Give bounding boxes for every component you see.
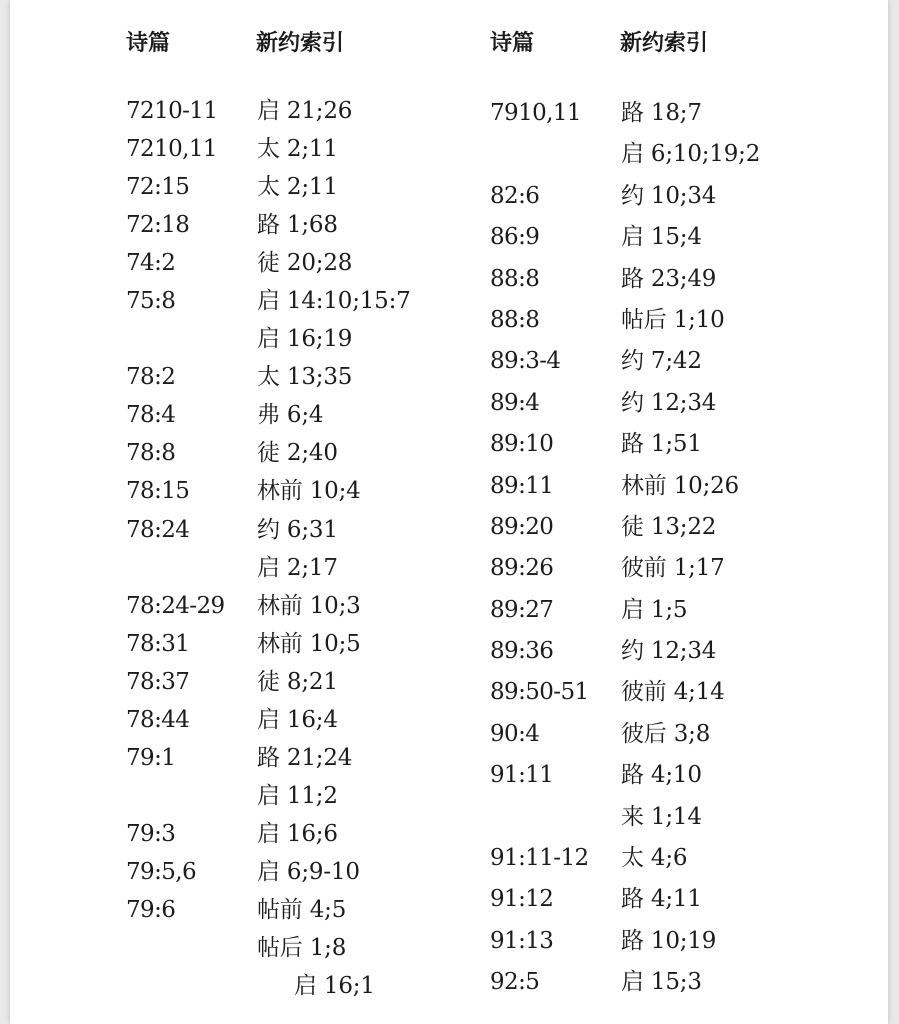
- nt-reference: 太 13;35: [257, 364, 353, 391]
- nt-reference: 彼前 1;17: [621, 555, 725, 582]
- nt-reference: 徒 20;28: [257, 250, 353, 277]
- psalm-reference: 78:2: [126, 364, 176, 391]
- reference-row: [126, 282, 446, 320]
- reference-row: [490, 466, 810, 507]
- left-nt-index-header: 新约索引: [256, 31, 345, 56]
- right-nt-index-header: 新约索引: [620, 31, 709, 56]
- reference-row: [126, 929, 446, 967]
- reference-row: [126, 815, 446, 853]
- reference-row: [490, 300, 810, 341]
- reference-row: [490, 93, 810, 134]
- psalm-reference: 91:13: [490, 927, 554, 954]
- nt-reference: 林前 10;3: [257, 592, 361, 619]
- reference-row: [126, 206, 446, 244]
- nt-reference: 约 12;34: [621, 638, 717, 665]
- right-reference-list: [490, 93, 810, 1004]
- reference-row: [126, 92, 446, 130]
- reference-row: [126, 853, 446, 891]
- nt-reference: 约 7;42: [621, 348, 702, 375]
- psalm-reference: 86:9: [490, 224, 540, 251]
- psalm-reference: 78:24-29: [126, 592, 225, 619]
- nt-reference: 太 4;6: [621, 845, 688, 872]
- reference-row: [126, 777, 446, 815]
- psalm-reference: 91:11-12: [490, 845, 589, 872]
- psalm-reference: 75:8: [126, 288, 176, 315]
- reference-row: [126, 358, 446, 396]
- reference-row: [126, 549, 446, 587]
- psalm-reference: 89:26: [490, 555, 554, 582]
- nt-reference: 路 1;68: [257, 212, 338, 239]
- psalm-reference: 88:8: [490, 306, 540, 333]
- document-page: [10, 0, 888, 1024]
- psalm-reference: 89:36: [490, 638, 554, 665]
- reference-row: [490, 838, 810, 879]
- reference-row: [490, 631, 810, 672]
- nt-reference: 约 10;34: [621, 182, 717, 209]
- psalm-reference: 72:15: [126, 174, 190, 201]
- nt-reference: 帖前 4;5: [257, 896, 347, 923]
- nt-reference: 启 11;2: [257, 782, 338, 809]
- nt-reference: 弗 6;4: [257, 402, 324, 429]
- nt-reference: 启 15;4: [621, 224, 702, 251]
- nt-reference: 林前 10;26: [621, 472, 739, 499]
- psalm-reference: 7910,11: [490, 100, 581, 126]
- nt-reference: 徒 8;21: [257, 668, 338, 695]
- reference-row: [490, 879, 810, 920]
- nt-reference: 路 4;10: [621, 762, 702, 789]
- reference-row: [126, 739, 446, 777]
- psalm-reference: 7210-11: [126, 98, 218, 124]
- nt-reference: 启 14:10;15:7: [257, 288, 411, 315]
- nt-reference: 启 16;4: [257, 706, 338, 733]
- psalm-reference: 88:8: [490, 265, 540, 292]
- reference-row: [126, 244, 446, 282]
- reference-row: [490, 672, 810, 713]
- nt-reference: 约 6;31: [257, 516, 338, 543]
- nt-reference: 来 1;14: [621, 803, 702, 830]
- psalm-reference: 79:1: [126, 744, 176, 771]
- nt-reference: 路 10;19: [621, 927, 717, 954]
- reference-row: [126, 701, 446, 739]
- nt-reference: 徒 13;22: [621, 513, 717, 540]
- reference-row: [126, 625, 446, 663]
- nt-reference: 太 2;11: [257, 174, 338, 201]
- reference-row: [126, 891, 446, 929]
- nt-reference: 启 6;9-10: [257, 858, 360, 885]
- reference-row: [490, 341, 810, 382]
- psalm-reference: 91:11: [490, 762, 554, 789]
- psalm-reference: 79:6: [126, 896, 176, 923]
- nt-reference: 启 16;19: [257, 326, 353, 353]
- psalm-reference: 90:4: [490, 720, 540, 747]
- reference-row: [490, 755, 810, 796]
- nt-reference: 路 4;11: [621, 886, 702, 913]
- reference-row: [490, 548, 810, 589]
- reference-row: [126, 472, 446, 510]
- psalm-reference: 78:4: [126, 402, 176, 429]
- nt-reference: 约 12;34: [621, 389, 717, 416]
- nt-reference: 启 21;26: [257, 98, 353, 124]
- reference-row: [490, 921, 810, 962]
- nt-reference: 启 1;5: [621, 596, 688, 623]
- reference-row: [490, 176, 810, 217]
- nt-reference: 启 6;10;19;2: [621, 141, 761, 168]
- reference-row: [126, 130, 446, 168]
- reference-row: [490, 714, 810, 755]
- reference-row: [490, 134, 810, 175]
- psalm-reference: 79:3: [126, 820, 176, 847]
- reference-row: [126, 511, 446, 549]
- psalm-reference: 78:8: [126, 440, 176, 467]
- reference-row: [126, 168, 446, 206]
- reference-row: [490, 797, 810, 838]
- psalm-reference: 89:4: [490, 389, 540, 416]
- left-reference-list: [126, 92, 446, 1005]
- reference-row: [126, 967, 446, 1005]
- psalm-reference: 74:2: [126, 250, 176, 277]
- psalm-reference: 79:5,6: [126, 858, 196, 885]
- nt-reference: 启 16;6: [257, 820, 338, 847]
- psalm-reference: 89:10: [490, 431, 554, 458]
- nt-reference: 太 2;11: [257, 136, 338, 163]
- reference-row: [126, 434, 446, 472]
- psalm-reference: 82:6: [490, 182, 540, 209]
- nt-reference: 徒 2;40: [257, 440, 338, 467]
- left-psalms-header: 诗篇: [126, 31, 171, 56]
- reference-row: [126, 396, 446, 434]
- nt-reference: 帖后 1;8: [257, 935, 347, 962]
- right-psalms-header: 诗篇: [490, 31, 535, 56]
- reference-row: [126, 587, 446, 625]
- psalm-reference: 91:12: [490, 886, 554, 913]
- nt-reference: 启 15;3: [621, 969, 702, 996]
- psalm-reference: 78:24: [126, 516, 190, 543]
- nt-reference: 帖后 1;10: [621, 306, 725, 333]
- reference-row: [490, 424, 810, 465]
- psalm-reference: 72:18: [126, 212, 190, 239]
- psalm-reference: 78:37: [126, 668, 190, 695]
- psalm-reference: 78:44: [126, 706, 190, 733]
- reference-row: [126, 320, 446, 358]
- psalm-reference: 89:50-51: [490, 679, 589, 706]
- nt-reference: 启 16;1: [294, 973, 375, 1000]
- reference-row: [490, 259, 810, 300]
- psalm-reference: 89:11: [490, 472, 554, 499]
- nt-reference: 启 2;17: [257, 554, 338, 581]
- reference-row: [490, 962, 810, 1003]
- reference-row: [126, 663, 446, 701]
- nt-reference: 林前 10;5: [257, 630, 361, 657]
- psalm-reference: 7210,11: [126, 136, 217, 163]
- nt-reference: 路 1;51: [621, 431, 702, 458]
- psalm-reference: 89:20: [490, 513, 554, 540]
- nt-reference: 彼后 3;8: [621, 720, 711, 747]
- nt-reference: 路 18;7: [621, 100, 702, 126]
- nt-reference: 路 21;24: [257, 744, 353, 771]
- psalm-reference: 78:31: [126, 630, 190, 657]
- nt-reference: 林前 10;4: [257, 478, 361, 505]
- reference-row: [490, 590, 810, 631]
- nt-reference: 彼前 4;14: [621, 679, 725, 706]
- reference-row: [490, 383, 810, 424]
- nt-reference: 路 23;49: [621, 265, 717, 292]
- psalm-reference: 78:15: [126, 478, 190, 505]
- psalm-reference: 89:3-4: [490, 348, 561, 375]
- psalm-reference: 92:5: [490, 969, 540, 996]
- reference-row: [490, 217, 810, 258]
- reference-row: [490, 507, 810, 548]
- psalm-reference: 89:27: [490, 596, 554, 623]
